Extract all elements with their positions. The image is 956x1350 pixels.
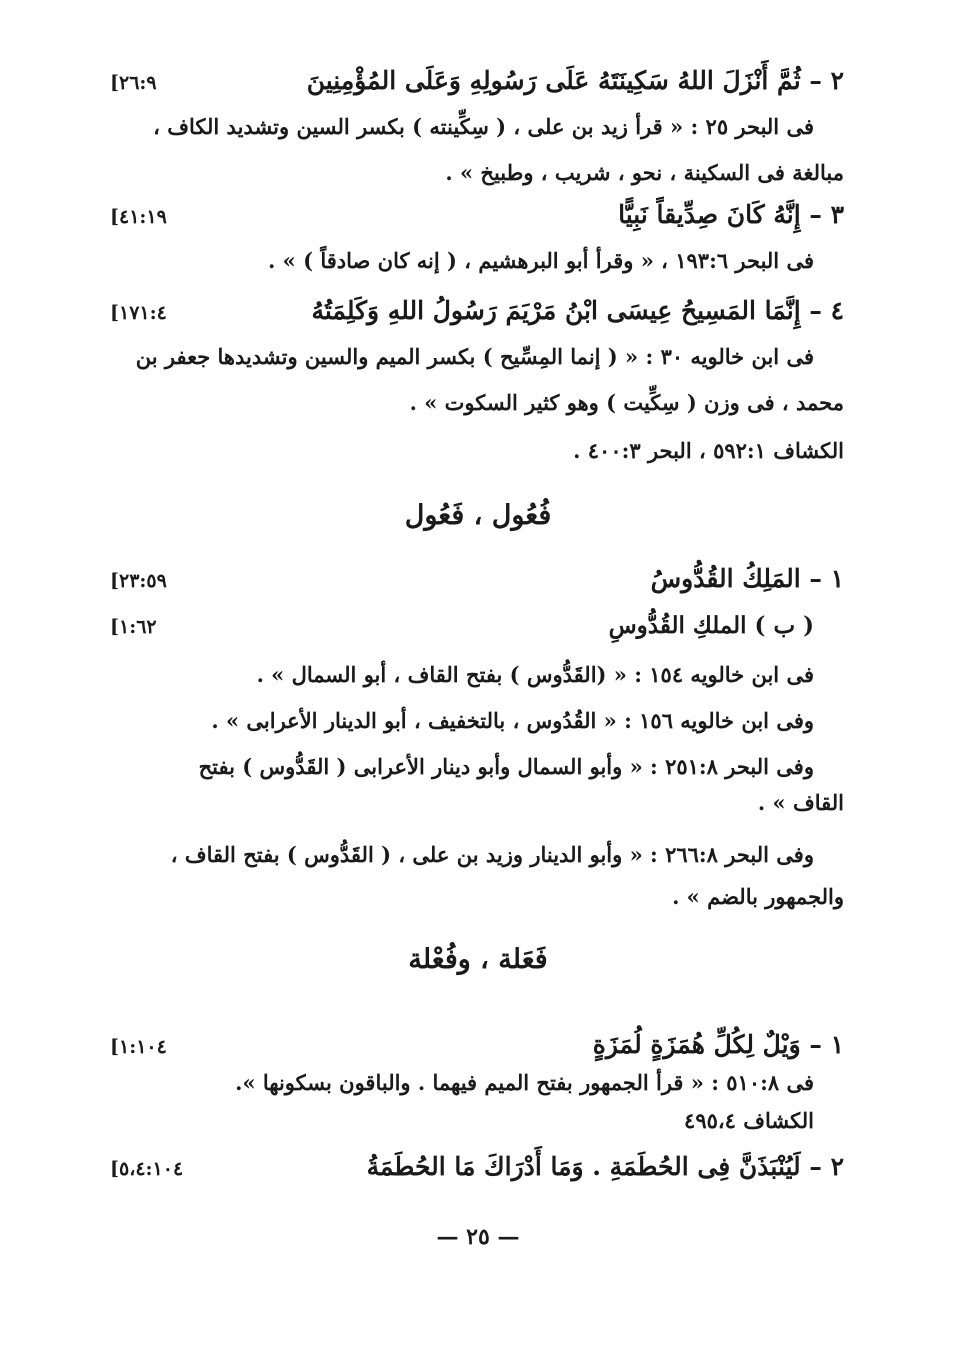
verse-row-2 <box>110 1152 844 1181</box>
verse-row-1 <box>110 564 844 593</box>
section-heading: فُعُول ، فَعُول <box>404 500 552 531</box>
verse-row-2 <box>110 66 844 95</box>
section-heading: فَعَلة ، وفُعْلة <box>408 944 548 975</box>
commentary-line: فى ابن خالويه ٣٠ : « ( إنما المِسِّيح ) بكسر الميم والسين وتشديدها جعفر بن <box>135 344 814 369</box>
verse-text: ٢ – ثُمَّ أَنْزَلَ اللهُ سَكِينَتَهُ عَلَى رَسُولِهِ وَعَلَى المُؤْمِنِينَ <box>306 66 844 95</box>
verse-reference: [٥،٤:١٠٤ <box>110 1158 184 1180</box>
commentary-line: محمد ، فى وزن ( سِكِّيت ) وهو كثير السكوت » . <box>409 390 844 415</box>
verse-variant-text: ( ب ) الملكِ القُدُّوسِ <box>608 612 814 639</box>
commentary-line: فى البحر ١٩٣:٦ ، « وقرأ أبو البرهشيم ، ( إنه كان صادقاً ) » . <box>268 248 814 273</box>
commentary-line: وفى ابن خالويه ١٥٦ : « القُدُوس ، بالتخفيف ، أبو الدينار الأعرابى » . <box>211 708 814 733</box>
verse-reference: [٤١:١٩ <box>110 206 167 228</box>
commentary-line: القاف » . <box>757 790 844 815</box>
verse-row-1 <box>110 1030 844 1059</box>
verse-reference: [١:١٠٤ <box>110 1036 167 1058</box>
verse-reference: [١٧١:٤ <box>110 302 167 324</box>
commentary-line: مبالغة فى السكينة ، نحو ، شريب ، وطبيخ » . <box>445 160 844 185</box>
verse-reference: [١:٦٢ <box>110 616 157 638</box>
commentary-line: فى ٥١٠:٨ : « قرأ الجمهور بفتح الميم فيهما . والباقون بسكونها ». <box>235 1070 814 1095</box>
commentary-line: وفى البحر ٢٥١:٨ : « وأبو السمال وأبو دينار الأعرابى ( القَدُّوس ) بفتح <box>198 754 814 779</box>
commentary-line: وفى البحر ٢٦٦:٨ : « وأبو الدينار وزيد بن على ، ( القَدُّوس ) بفتح القاف ، <box>170 842 814 867</box>
verse-text: ١ – وَيْلٌ لِكُلِّ هُمَزَةٍ لُمَزَةٍ <box>592 1030 844 1059</box>
verse-reference: [٢٣:٥٩ <box>110 570 167 592</box>
citation-line: الكشاف ٥٩٢:١ ، البحر ٤٠٠:٣ . <box>573 438 844 463</box>
citation-line: الكشاف ٤٩٥،٤ <box>684 1108 814 1133</box>
verse-row-3 <box>110 200 844 229</box>
verse-text: ٣ – إِنَّهُ كَانَ صِدِّيقاً نَبِيًّا <box>618 200 844 229</box>
commentary-line: فى البحر ٢٥ : « قرأ زيد بن على ، ( سِكِّينته ) بكسر السين وتشديد الكاف ، <box>153 114 814 139</box>
page-number: — ٢٥ — <box>436 1224 520 1250</box>
verse-reference: [٢٦:٩ <box>110 72 157 94</box>
verse-text: ٢ – لَيُنْبَذَنَّ فِى الحُطَمَةِ . وَمَا أَدْرَاكَ مَا الحُطَمَةُ <box>366 1152 844 1181</box>
commentary-line: فى ابن خالويه ١٥٤ : « (القَدُّوس ) بفتح القاف ، أبو السمال » . <box>256 662 814 687</box>
verse-text: ٤ – إِنَّمَا المَسِيحُ عِيسَى ابْنُ مَرْيَمَ رَسُولُ اللهِ وَكَلِمَتُهُ <box>311 296 844 325</box>
verse-row-1b <box>110 612 814 639</box>
verse-row-4 <box>110 296 844 325</box>
verse-text: ١ – المَلِكُ القُدُّوسُ <box>650 564 844 593</box>
commentary-line: والجمهور بالضم » . <box>672 884 844 909</box>
